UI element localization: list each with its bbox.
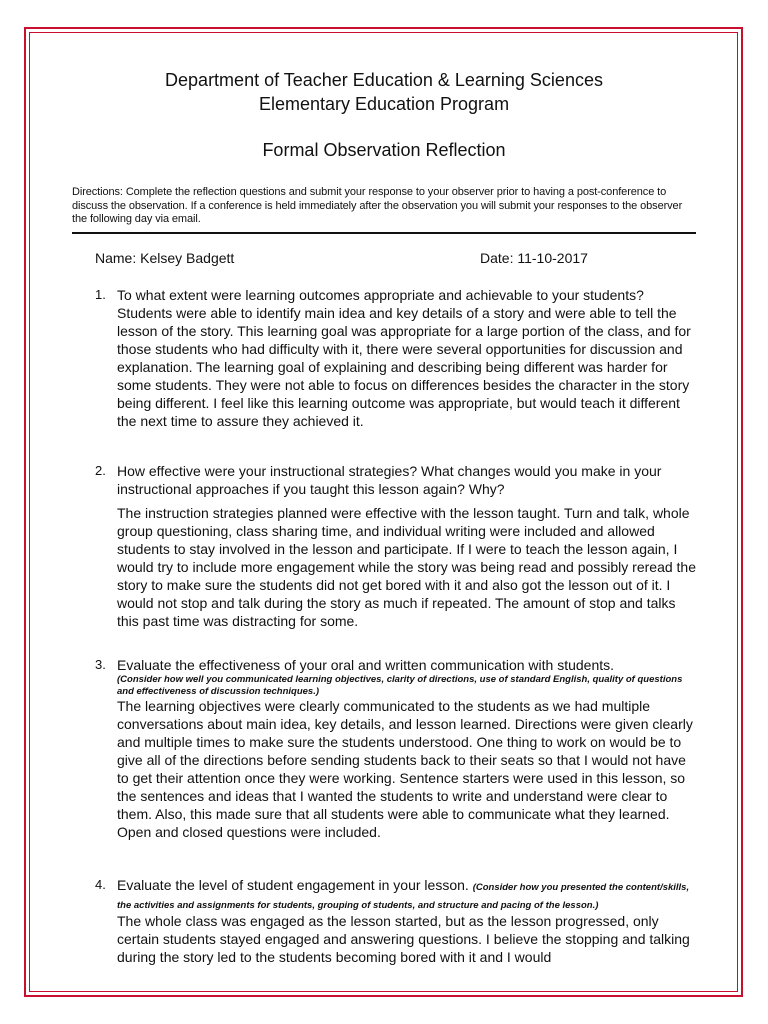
answer-text: The whole class was engaged as the lesson started, but as the lesson progressed, only certain students stayed engaged and answering questions. I believe the stopping and talking during the story led to the students becoming bored with it and I would [117, 913, 690, 965]
question-3 [95, 656, 700, 841]
question-text: To what extent were learning outcomes appropriate and achievable to your students? [117, 287, 644, 303]
question-2 [95, 462, 700, 630]
directions-text: Directions: Complete the reflection questions and submit your response to your observer prior to having a post-conference to discuss the observation. If a conference is held immediately after the observation you will submit your responses to the observer the following day via email. [72, 186, 683, 225]
question-text: How effective were your instructional strategies? What changes would you make in your instructional approaches if you taught this lesson again? Why? [117, 463, 662, 497]
question-1 [95, 286, 700, 430]
answer-text: The instruction strategies planned were effective with the lesson taught. Turn and talk, whole group questioning, class sharing time, and individual writing were included and allowed students to stay involved in the lesson and participate. If I were to teach the lesson again, I would try to include more engagement while the story was being read and possibly reread the story to make sure the students did not get bored with it and also got the lesson out of it. I would not stop and talk during the story as much if repeated. The amount of stop and talks this past time was distracting for some. [117, 505, 696, 629]
question-number: 4. [95, 877, 106, 892]
answer-text: Students were able to identify main idea and key details of a story and were able to tell the lesson of the story. This learning goal was appropriate for a large portion of the class, and for those students who had difficulty with it, there were several opportunities for discussion and explanation. The learning goal of explaining and describing being different was harder for some students. They were not able to focus on differences besides the character in the story being different. I feel like this learning outcome was appropriate, but would teach it different the next time to assure they achieved it. [117, 305, 691, 429]
document-header [0, 68, 768, 162]
question-number: 3. [95, 657, 106, 672]
answer-text: The learning objectives were clearly communicated to the students as we had multiple conversations about main idea, key details, and lesson learned. Directions were given clearly and multiple times to make sure the students understood. One thing to work on would be to give all of the directions before sending students back to their seats so that I would not have to get their attention once they were working. Sentence starters were used in this lesson, so the sentences and ideas that I wanted the students to write and understand were clear to them. Also, this made sure that all students were able to communicate what they learned. Open and closed questions were included. [117, 698, 693, 840]
divider-rule [72, 232, 696, 234]
question-text: Evaluate the effectiveness of your oral and written communication with students. [117, 657, 615, 673]
student-name: Name: Kelsey Badgett [95, 250, 235, 266]
question-number: 2. [95, 463, 106, 478]
department-title: Department of Teacher Education & Learning Sciences [165, 70, 603, 90]
question-4 [95, 876, 700, 966]
question-note: (Consider how you presented the content/skills, the activities and assignments for students, grouping of students, and structure and pacing of the lesson.) [117, 882, 690, 911]
question-note: (Consider how well you communicated learning objectives, clarity of directions, use of standard English, quality of questions and effectiveness of discussion techniques.) [117, 674, 683, 697]
question-number: 1. [95, 287, 106, 302]
document-title: Formal Observation Reflection [262, 140, 506, 160]
program-title: Elementary Education Program [258, 94, 510, 114]
observation-date: Date: 11-10-2017 [480, 250, 588, 266]
question-text: Evaluate the level of student engagement in your lesson. [117, 877, 469, 893]
